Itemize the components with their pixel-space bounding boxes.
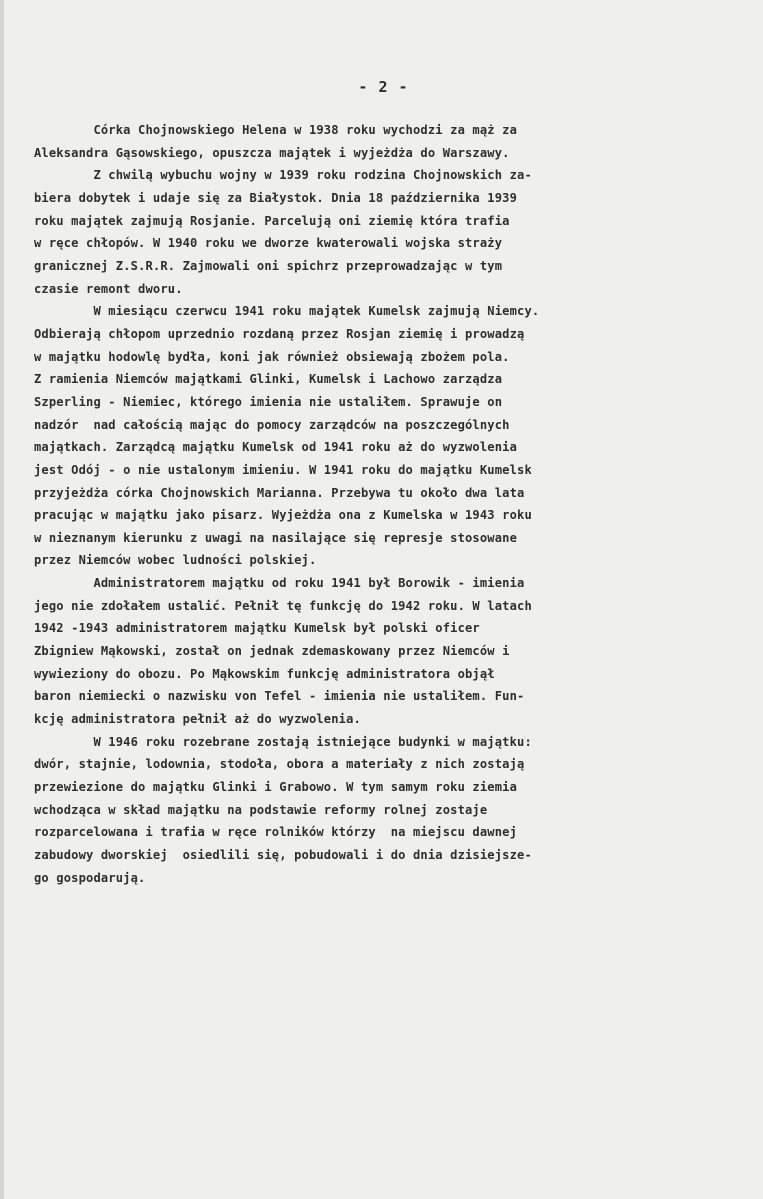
text-line: majątkach. Zarządcą majątku Kumelsk od 1941 roku aż do wyzwolenia (34, 440, 518, 455)
text-line: w ręce chłopów. W 1940 roku we dworze kwaterowali wojska straży (34, 236, 503, 251)
text-line: kcję administratora pełnił aż do wyzwolenia. (34, 712, 361, 727)
text-line: pracując w majątku jako pisarz. Wyjeżdża ona z Kumelska w 1943 roku (34, 508, 532, 523)
text-line: Odbierają chłopom uprzednio rozdaną przez Rosjan ziemię i prowadzą (34, 326, 525, 341)
text-line: Z chwilą wybuchu wojny w 1939 roku rodzina Chojnowskich za- (34, 168, 532, 183)
text-line: granicznej Z.S.R.R. Zajmowali oni spichrz przeprowadzając w tym (34, 258, 503, 273)
text-line: W 1946 roku rozebrane zostają istniejące budynki w majątku: (34, 734, 532, 749)
text-line: biera dobytek i udaje się za Białystok. Dnia 18 października 1939 (34, 190, 518, 205)
typed-body-text (34, 119, 746, 889)
text-line: przez Niemców wobec ludności polskiej. (34, 553, 317, 568)
text-line: zabudowy dworskiej osiedlili się, pobudowali i do dnia dzisiejsze- (34, 848, 532, 862)
text-line: baron niemiecki o nazwisku von Tefel - imienia nie ustaliłem. Fun- (34, 689, 525, 704)
text-line: Z ramienia Niemców majątkami Glinki, Kumelsk i Lachowo zarządza (34, 372, 503, 387)
text-line: dwór, stajnie, lodownia, stodoła, obora a materiały z nich zostają (34, 757, 525, 772)
text-line: czasie remont dworu. (34, 281, 183, 296)
text-line: wywieziony do obozu. Po Mąkowskim funkcję administratora objął (34, 666, 495, 681)
text-line: nadzór nad całością mając do pomocy zarządców na poszczególnych (34, 417, 510, 432)
text-line: przyjeżdża córka Chojnowskich Marianna. Przebywa tu około dwa lata (34, 485, 525, 500)
text-line: przewiezione do majątku Glinki i Grabowo. W tym samym roku ziemia (34, 780, 518, 795)
page-number: - 2 - (358, 78, 409, 96)
text-line: w nieznanym kierunku z uwagi na nasilające się represje stosowane (34, 530, 518, 545)
text-line: Szperling - Niemiec, którego imienia nie ustaliłem. Sprawuje on (34, 394, 503, 409)
text-line: rozparcelowana i trafia w ręce rolników którzy na miejscu dawnej (34, 825, 518, 840)
text-line: Aleksandra Gąsowskiego, opuszcza majątek i wyjeżdża do Warszawy. (34, 145, 510, 160)
text-line: roku majątek zajmują Rosjanie. Parcelują oni ziemię która trafia (34, 213, 510, 228)
text-line: jego nie zdołałem ustalić. Pełnił tę funkcję do 1942 roku. W latach (34, 598, 532, 613)
text-line: jest Odój - o nie ustalonym imieniu. W 1941 roku do majątku Kumelsk (34, 462, 532, 477)
text-line: Córka Chojnowskiego Helena w 1938 roku wychodzi za mąż za (34, 123, 518, 137)
text-line: 1942 -1943 administratorem majątku Kumelsk był polski oficer (34, 621, 480, 636)
text-line: go gospodarują. (34, 870, 146, 885)
text-line: w majątku hodowlę bydła, koni jak również obsiewają zbożem pola. (34, 349, 510, 364)
text-line: wchodząca w skład majątku na podstawie reformy rolnej zostaje (34, 802, 488, 817)
text-line: W miesiącu czerwcu 1941 roku majątek Kumelsk zajmują Niemcy. (34, 304, 540, 319)
text-line: Zbigniew Mąkowski, został on jednak zdemaskowany przez Niemców i (34, 644, 510, 659)
text-line: Administratorem majątku od roku 1941 był Borowik - imienia (34, 576, 525, 591)
